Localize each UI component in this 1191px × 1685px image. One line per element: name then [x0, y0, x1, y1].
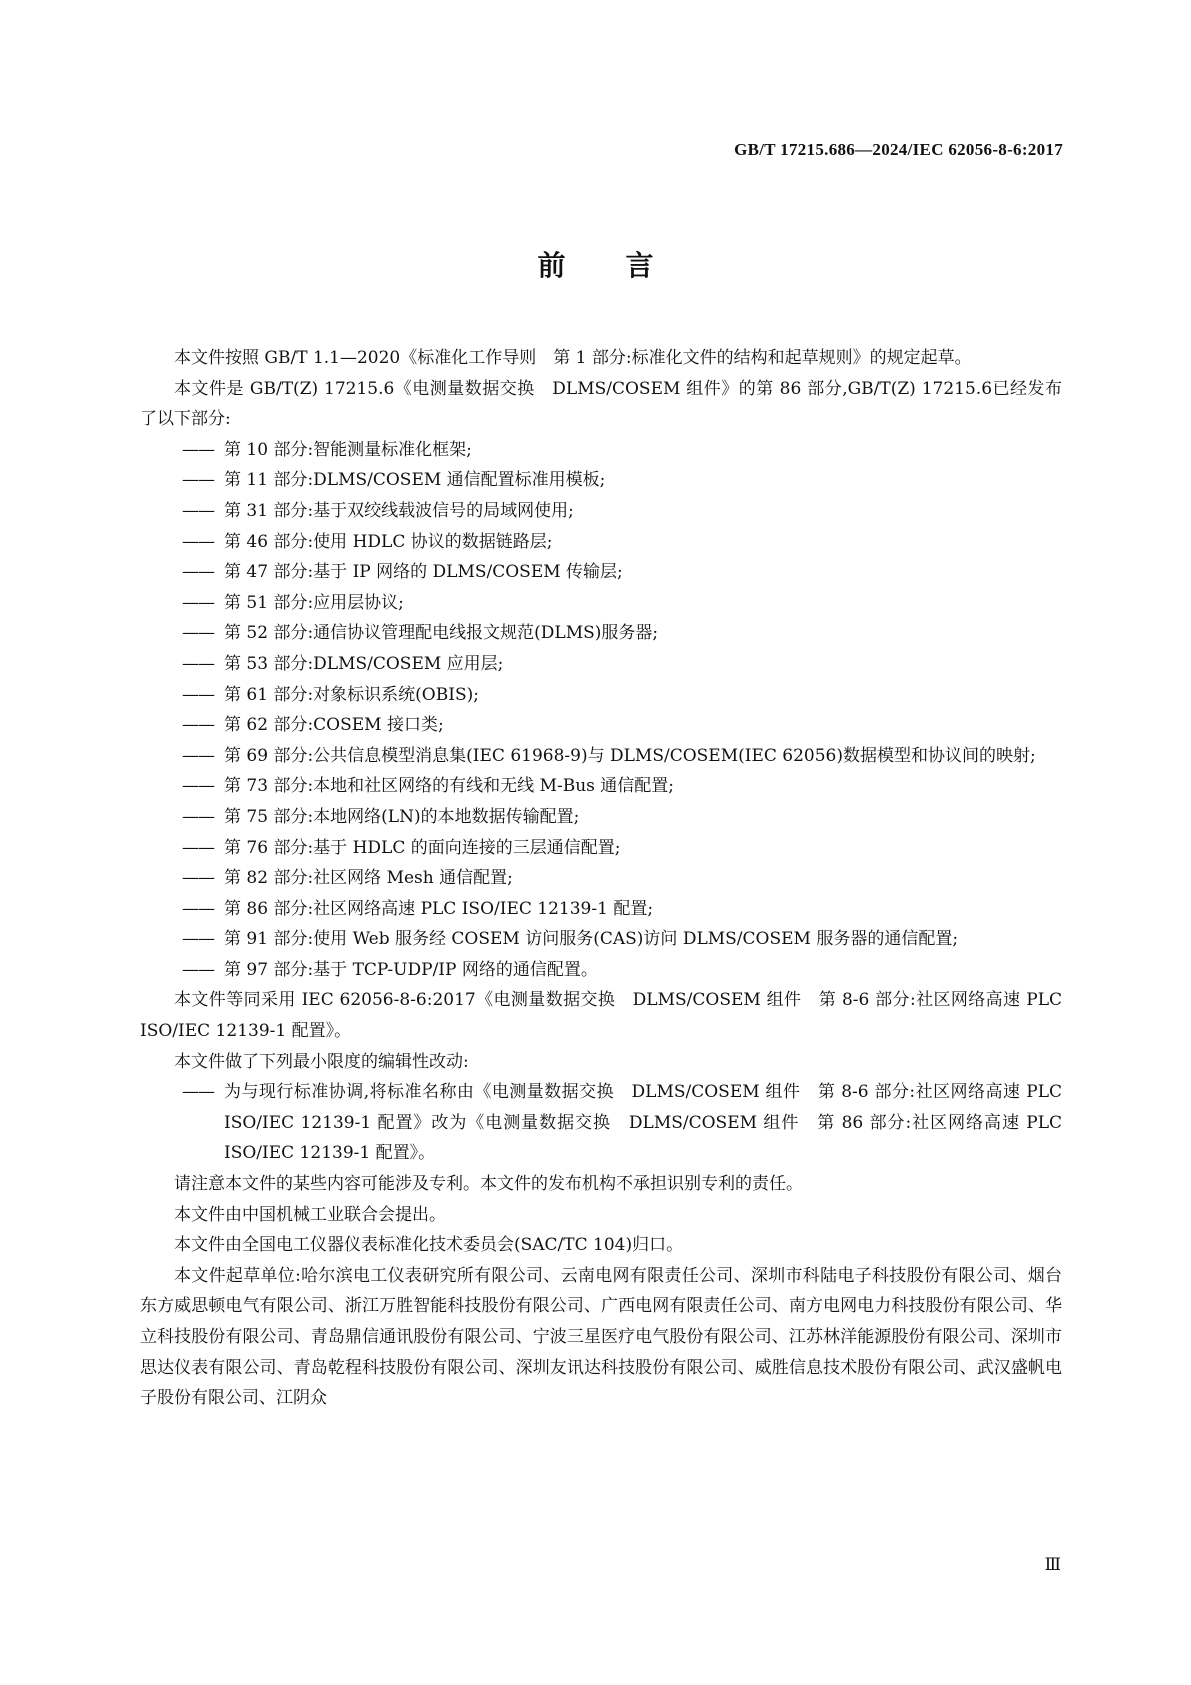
drafting-units-paragraph: 本文件起草单位:哈尔滨电工仪表研究所有限公司、云南电网有限责任公司、深圳市科陆电子科技股份有限公司、烟台东方威思顿电气有限公司、浙江万胜智能科技股份有限公司、广西电网有限责任公司、南方电网电力科技股份有限公司、华立科技股份有限公司、青岛鼎信通讯股份有限公司、宁波三星医疗电气股份有限公司、江苏林洋能源股份有限公司、深圳市思达仪表有限公司、青岛乾程科技股份有限公司、深圳友讯达科技股份有限公司、威胜信息技术股份有限公司、武汉盛帆电子股份有限公司、江阴众	[140, 1265, 1062, 1409]
dash-mark: ——	[182, 898, 214, 919]
standard-code-header: GB/T 17215.686—2024/IEC 62056-8-6:2017	[734, 140, 1063, 159]
parts-list	[140, 435, 1062, 986]
proposer-paragraph: 本文件由中国机械工业联合会提出。	[174, 1204, 446, 1225]
intro-paragraph: 本文件按照 GB/T 1.1—2020《标准化工作导则 第 1 部分:标准化文件的结构和起草规则》的规定起草。	[174, 348, 972, 368]
list-item-text: 第 11 部分:DLMS/COSEM 通信配置标准用模板;	[224, 470, 606, 491]
list-item	[140, 465, 1062, 496]
list-item-text: 第 46 部分:使用 HDLC 协议的数据链路层;	[224, 531, 553, 552]
adoption-paragraph: 本文件等同采用 IEC 62056-8-6:2017《电测量数据交换 DLMS/COSEM 组件 第 8-6 部分:社区网络高速 PLC ISO/IEC 12139-1 配置》。	[140, 990, 1062, 1042]
list-item-text: 为与现行标准协调,将标准名称由《电测量数据交换 DLMS/COSEM 组件 第 8-6 部分:社区网络高速 PLC ISO/IEC 12139-1 配置》改为《电测量数据交换 DLMS/COSEM 组件 第 86 部分:社区网络高速 PLC ISO/IEC 12139-1 配置》。	[224, 1082, 1062, 1164]
page-title: 前言	[537, 249, 714, 282]
list-item-text: 第 82 部分:社区网络 Mesh 通信配置;	[224, 868, 513, 889]
list-item	[140, 741, 1062, 772]
list-item	[140, 527, 1062, 558]
list-item-text: 第 51 部分:应用层协议;	[224, 592, 404, 613]
list-item-text: 第 10 部分:智能测量标准化框架;	[224, 439, 472, 460]
dash-mark: ——	[182, 684, 214, 705]
dash-mark: ——	[182, 715, 214, 736]
intro-paragraph: 本文件是 GB/T(Z) 17215.6《电测量数据交换 DLMS/COSEM 组件》的第 86 部分,GB/T(Z) 17215.6已经发布了以下部分:	[140, 378, 1062, 430]
list-item-text: 第 73 部分:本地和社区网络的有线和无线 M-Bus 通信配置;	[224, 776, 675, 797]
list-item	[140, 435, 1062, 466]
list-item-text: 第 75 部分:本地网络(LN)的本地数据传输配置;	[224, 806, 580, 827]
dash-mark: ——	[182, 776, 214, 797]
changes-list	[140, 1077, 1062, 1169]
list-item-text: 第 62 部分:COSEM 接口类;	[224, 715, 444, 736]
changes-intro: 本文件做了下列最小限度的编辑性改动:	[174, 1051, 469, 1072]
list-item	[140, 924, 1062, 955]
document-body	[140, 343, 1062, 1414]
dash-mark: ——	[182, 929, 214, 950]
patent-notice: 请注意本文件的某些内容可能涉及专利。本文件的发布机构不承担识别专利的责任。	[174, 1174, 803, 1195]
dash-mark: ——	[182, 1082, 214, 1103]
list-item-text: 第 69 部分:公共信息模型消息集(IEC 61968-9)与 DLMS/COSEM(IEC 62056)数据模型和协议间的映射;	[224, 745, 1036, 766]
dash-mark: ——	[182, 745, 214, 766]
dash-mark: ——	[182, 592, 214, 613]
list-item	[140, 894, 1062, 925]
dash-mark: ——	[182, 653, 214, 674]
committee-paragraph: 本文件由全国电工仪器仪表标准化技术委员会(SAC/TC 104)归口。	[174, 1235, 684, 1256]
page-number: Ⅲ	[1044, 1555, 1061, 1574]
list-item	[140, 557, 1062, 588]
dash-mark: ——	[182, 623, 214, 644]
list-item	[140, 1077, 1062, 1169]
dash-mark: ——	[182, 439, 214, 460]
list-item	[140, 771, 1062, 802]
list-item-text: 第 61 部分:对象标识系统(OBIS);	[224, 684, 479, 705]
dash-mark: ——	[182, 470, 214, 491]
list-item-text: 第 91 部分:使用 Web 服务经 COSEM 访问服务(CAS)访问 DLMS/COSEM 服务器的通信配置;	[224, 929, 959, 950]
dash-mark: ——	[182, 806, 214, 827]
list-item	[140, 649, 1062, 680]
list-item	[140, 618, 1062, 649]
list-item-text: 第 52 部分:通信协议管理配电线报文规范(DLMS)服务器;	[224, 623, 659, 644]
list-item	[140, 863, 1062, 894]
list-item	[140, 680, 1062, 711]
list-item-text: 第 76 部分:基于 HDLC 的面向连接的三层通信配置;	[224, 837, 621, 858]
dash-mark: ——	[182, 562, 214, 583]
list-item-text: 第 31 部分:基于双绞线载波信号的局域网使用;	[224, 500, 574, 521]
list-item-text: 第 47 部分:基于 IP 网络的 DLMS/COSEM 传输层;	[224, 562, 623, 583]
list-item	[140, 710, 1062, 741]
dash-mark: ——	[182, 531, 214, 552]
list-item	[140, 496, 1062, 527]
list-item	[140, 802, 1062, 833]
list-item	[140, 955, 1062, 986]
list-item-text: 第 97 部分:基于 TCP-UDP/IP 网络的通信配置。	[224, 959, 598, 980]
dash-mark: ——	[182, 959, 214, 980]
list-item	[140, 588, 1062, 619]
dash-mark: ——	[182, 500, 214, 521]
list-item	[140, 833, 1062, 864]
dash-mark: ——	[182, 868, 214, 889]
list-item-text: 第 86 部分:社区网络高速 PLC ISO/IEC 12139-1 配置;	[224, 898, 654, 919]
dash-mark: ——	[182, 837, 214, 858]
list-item-text: 第 53 部分:DLMS/COSEM 应用层;	[224, 653, 504, 674]
